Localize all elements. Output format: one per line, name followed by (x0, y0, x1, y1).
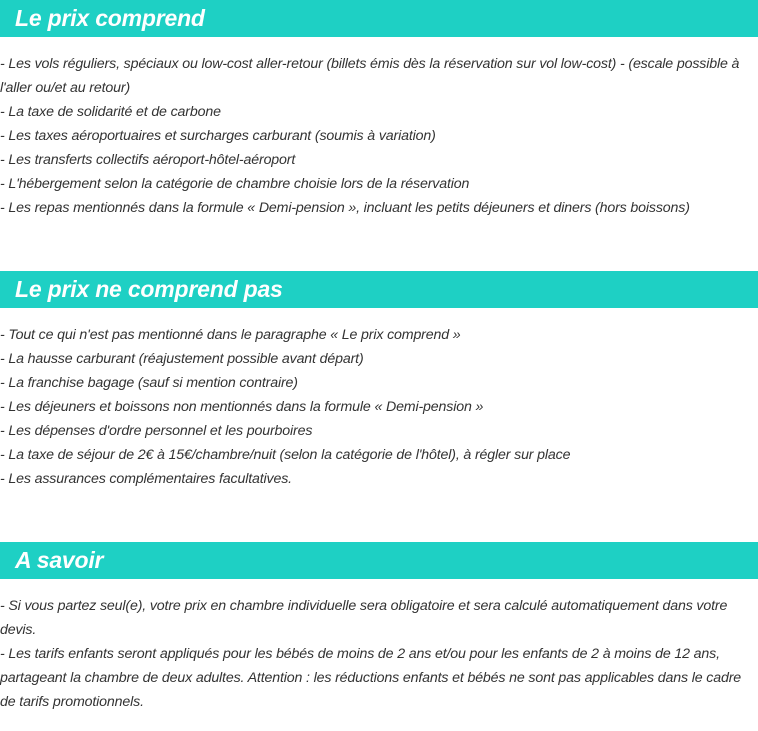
included-list (0, 52, 758, 220)
list-item: - Les tarifs enfants seront appliqués pour les bébés de moins de 2 ans et/ou pour les enfants de 2 à moins de 12 ans, partageant la chambre de deux adultes. Attention : les réductions enfants et bébés ne sont pas applicables dans le cadre de tarifs promotionnels. (0, 646, 742, 710)
section-title: A savoir (0, 542, 758, 579)
list-item: - Les transferts collectifs aéroport-hôtel-aéroport (0, 152, 296, 168)
section-price-excludes (0, 271, 758, 491)
section-title: Le prix ne comprend pas (0, 271, 758, 308)
list-item: - Les dépenses d'ordre personnel et les pourboires (0, 423, 313, 439)
list-item: - Les repas mentionnés dans la formule « Demi-pension », incluant les petits déjeuners et diners (hors boissons) (0, 200, 690, 216)
info-list (0, 594, 758, 714)
list-item: - L'hébergement selon la catégorie de chambre choisie lors de la réservation (0, 176, 470, 192)
list-item: - La taxe de solidarité et de carbone (0, 104, 221, 120)
list-item: - Tout ce qui n'est pas mentionné dans le paragraphe « Le prix comprend » (0, 327, 461, 343)
list-item: - Les taxes aéroportuaires et surcharges carburant (soumis à variation) (0, 128, 436, 144)
list-item: - La hausse carburant (réajustement possible avant départ) (0, 351, 364, 367)
excluded-list (0, 323, 758, 491)
list-item: - Si vous partez seul(e), votre prix en chambre individuelle sera obligatoire et sera calculé automatiquement dans votre devis. (0, 598, 728, 638)
list-item: - La taxe de séjour de 2€ à 15€/chambre/nuit (selon la catégorie de l'hôtel), à régler sur place (0, 447, 571, 463)
section-good-to-know (0, 542, 758, 714)
section-title: Le prix comprend (0, 0, 758, 37)
list-item: - Les déjeuners et boissons non mentionnés dans la formule « Demi-pension » (0, 399, 484, 415)
list-item: - La franchise bagage (sauf si mention contraire) (0, 375, 298, 391)
list-item: - Les assurances complémentaires facultatives. (0, 471, 292, 487)
section-price-includes (0, 0, 758, 220)
list-item: - Les vols réguliers, spéciaux ou low-cost aller-retour (billets émis dès la réservation sur vol low-cost) - (escale possible à l'aller ou/et au retour) (0, 56, 740, 96)
